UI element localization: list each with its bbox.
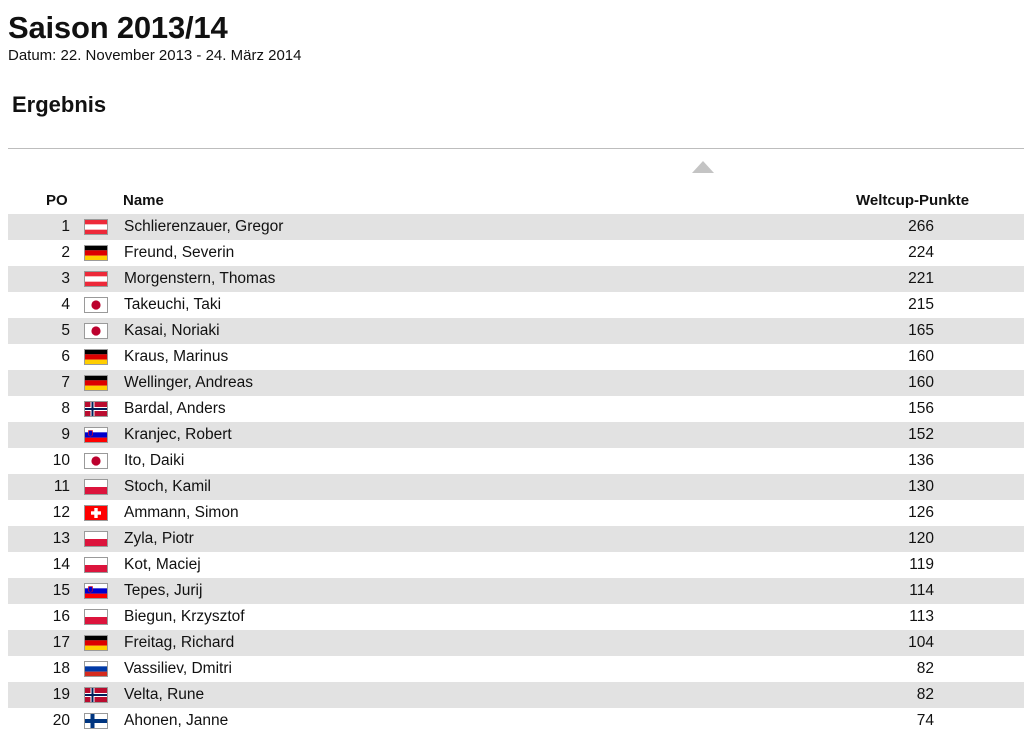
athlete-name[interactable]: Freund, Severin xyxy=(124,244,235,261)
flag-norway-icon xyxy=(84,401,108,417)
athlete-name[interactable]: Kot, Maciej xyxy=(124,556,201,573)
points-cell: 156 xyxy=(908,400,934,417)
points-cell: 120 xyxy=(908,530,934,547)
table-row[interactable] xyxy=(8,240,1024,266)
athlete-name[interactable]: Kranjec, Robert xyxy=(124,426,232,443)
athlete-name[interactable]: Vassiliev, Dmitri xyxy=(124,660,232,677)
table-row[interactable] xyxy=(8,266,1024,292)
flag-germany-icon xyxy=(84,349,108,365)
position-cell: 15 xyxy=(52,582,70,599)
flag-japan-icon xyxy=(84,323,108,339)
position-cell: 3 xyxy=(61,270,70,287)
athlete-name[interactable]: Wellinger, Andreas xyxy=(124,374,253,391)
table-row[interactable] xyxy=(8,214,1024,240)
flag-poland-icon xyxy=(84,531,108,547)
table-row[interactable] xyxy=(8,344,1024,370)
flag-japan-icon xyxy=(84,297,108,313)
table-row[interactable] xyxy=(8,292,1024,318)
position-cell: 5 xyxy=(61,322,70,339)
column-header-name[interactable]: Name xyxy=(123,192,164,209)
position-cell: 16 xyxy=(52,608,70,625)
table-row[interactable] xyxy=(8,500,1024,526)
page-title: Saison 2013/14 xyxy=(8,10,228,45)
athlete-name[interactable]: Zyla, Piotr xyxy=(124,530,194,547)
flag-germany-icon xyxy=(84,245,108,261)
points-cell: 215 xyxy=(908,296,934,313)
flag-poland-icon xyxy=(84,479,108,495)
position-cell: 13 xyxy=(52,530,70,547)
points-cell: 126 xyxy=(908,504,934,521)
position-cell: 10 xyxy=(52,452,70,469)
table-row[interactable] xyxy=(8,448,1024,474)
points-cell: 266 xyxy=(908,218,934,235)
points-cell: 113 xyxy=(909,608,934,625)
athlete-name[interactable]: Kasai, Noriaki xyxy=(124,322,220,339)
athlete-name[interactable]: Takeuchi, Taki xyxy=(124,296,222,313)
flag-russia-icon xyxy=(84,661,108,677)
section-heading: Ergebnis xyxy=(12,92,107,117)
table-row[interactable] xyxy=(8,318,1024,344)
points-cell: 74 xyxy=(916,712,934,729)
athlete-name[interactable]: Stoch, Kamil xyxy=(124,478,212,495)
flag-austria-icon xyxy=(84,271,108,287)
athlete-name[interactable]: Morgenstern, Thomas xyxy=(124,270,276,287)
position-cell: 8 xyxy=(61,400,70,417)
flag-austria-icon xyxy=(84,219,108,235)
athlete-name[interactable]: Freitag, Richard xyxy=(124,634,235,651)
points-cell: 119 xyxy=(909,556,934,573)
flag-slovenia-icon xyxy=(84,427,108,443)
position-cell: 2 xyxy=(61,244,70,261)
table-row[interactable] xyxy=(8,552,1024,578)
column-header-pos[interactable]: PO xyxy=(46,192,68,209)
position-cell: 14 xyxy=(52,556,70,573)
points-cell: 165 xyxy=(908,322,934,339)
flag-norway-icon xyxy=(84,687,108,703)
table-row[interactable] xyxy=(8,708,1024,734)
flag-poland-icon xyxy=(84,557,108,573)
table-row[interactable] xyxy=(8,682,1024,708)
athlete-name[interactable]: Biegun, Krzysztof xyxy=(124,608,245,625)
athlete-name[interactable]: Tepes, Jurij xyxy=(124,582,203,599)
position-cell: 18 xyxy=(52,660,70,677)
results-table-body xyxy=(8,214,1024,734)
flag-slovenia-icon xyxy=(84,583,108,599)
table-row[interactable] xyxy=(8,370,1024,396)
column-header-points[interactable]: Weltcup-Punkte xyxy=(856,192,970,209)
athlete-name[interactable]: Ahonen, Janne xyxy=(124,712,229,729)
athlete-name[interactable]: Bardal, Anders xyxy=(124,400,226,417)
table-row[interactable] xyxy=(8,578,1024,604)
athlete-name[interactable]: Kraus, Marinus xyxy=(124,348,229,365)
position-cell: 17 xyxy=(52,634,70,651)
table-row[interactable] xyxy=(8,604,1024,630)
position-cell: 7 xyxy=(61,374,70,391)
points-cell: 224 xyxy=(908,244,934,261)
points-cell: 136 xyxy=(908,452,934,469)
athlete-name[interactable]: Ammann, Simon xyxy=(124,504,239,521)
flag-japan-icon xyxy=(84,453,108,469)
points-cell: 221 xyxy=(908,270,934,287)
position-cell: 6 xyxy=(61,348,70,365)
table-row[interactable] xyxy=(8,526,1024,552)
position-cell: 19 xyxy=(52,686,70,703)
athlete-name[interactable]: Ito, Daiki xyxy=(124,452,185,469)
points-cell: 82 xyxy=(916,660,934,677)
flag-switzerland-icon xyxy=(84,505,108,521)
sort-up-icon[interactable] xyxy=(692,161,714,173)
points-cell: 82 xyxy=(916,686,934,703)
points-cell: 104 xyxy=(908,634,934,651)
results-table-header xyxy=(8,190,1024,212)
table-row[interactable] xyxy=(8,396,1024,422)
points-cell: 160 xyxy=(908,374,934,391)
season-date: Datum: 22. November 2013 - 24. März 2014 xyxy=(8,47,302,64)
table-row[interactable] xyxy=(8,422,1024,448)
position-cell: 4 xyxy=(61,296,70,313)
points-cell: 152 xyxy=(908,426,934,443)
flag-germany-icon xyxy=(84,635,108,651)
athlete-name[interactable]: Velta, Rune xyxy=(124,686,205,703)
athlete-name[interactable]: Schlierenzauer, Gregor xyxy=(124,218,284,235)
position-cell: 9 xyxy=(61,426,70,443)
flag-finland-icon xyxy=(84,713,108,729)
divider xyxy=(8,148,1024,149)
flag-germany-icon xyxy=(84,375,108,391)
position-cell: 11 xyxy=(53,478,70,495)
points-cell: 114 xyxy=(909,582,934,599)
position-cell: 12 xyxy=(52,504,70,521)
flag-poland-icon xyxy=(84,609,108,625)
table-row[interactable] xyxy=(8,474,1024,500)
points-cell: 160 xyxy=(908,348,934,365)
position-cell: 1 xyxy=(61,218,70,235)
table-row[interactable] xyxy=(8,656,1024,682)
position-cell: 20 xyxy=(52,712,70,729)
points-cell: 130 xyxy=(908,478,934,495)
table-row[interactable] xyxy=(8,630,1024,656)
